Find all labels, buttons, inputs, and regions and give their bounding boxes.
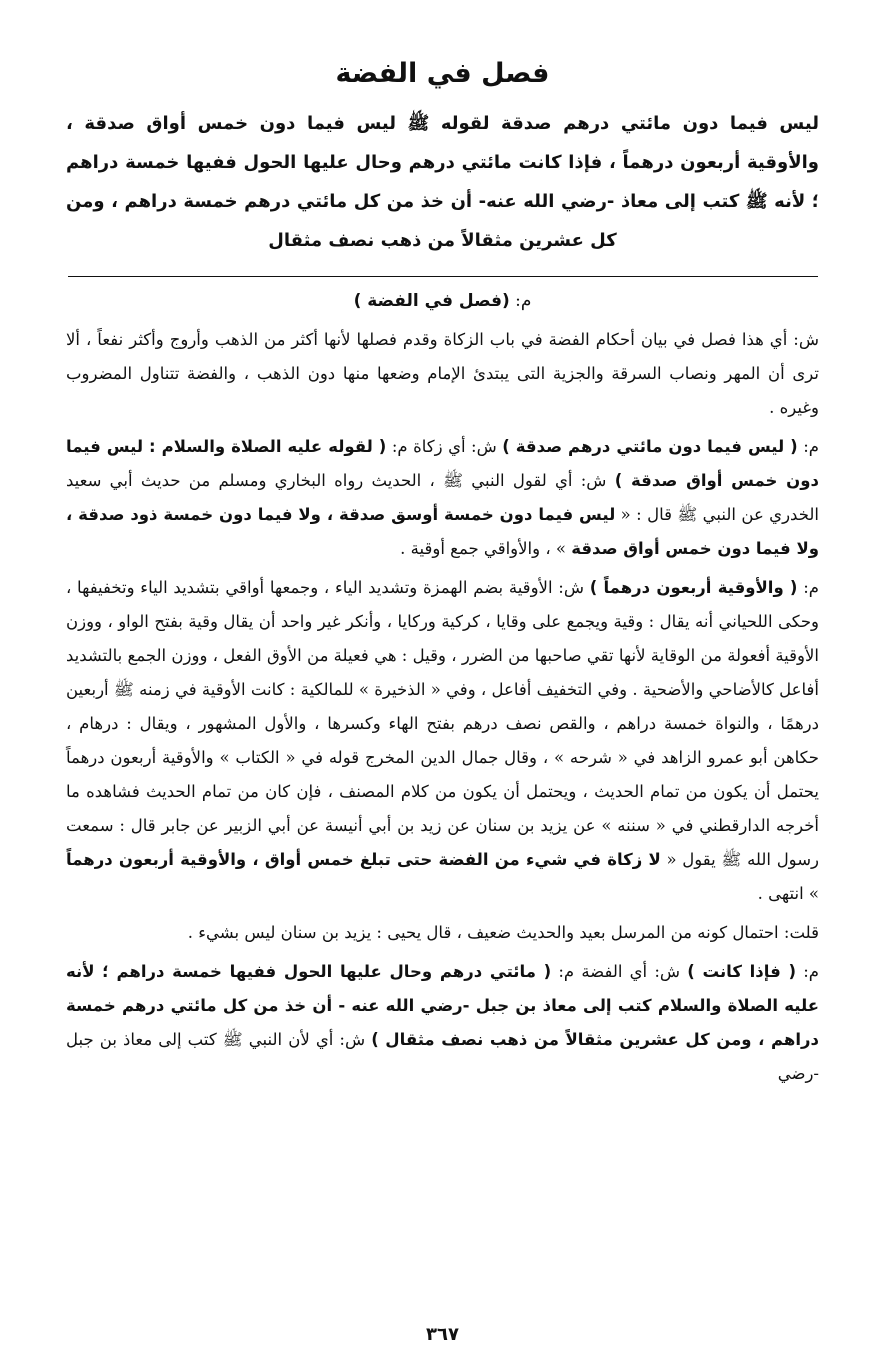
commentary-paragraph <box>66 955 819 1091</box>
commentary-paragraph <box>66 916 819 950</box>
quoted-text: ( والأوقية أربعون درهماً ) <box>589 578 798 597</box>
quoted-text: ( فإذا كانت ) <box>687 962 797 981</box>
commentary-text: » انتهى . <box>757 884 819 903</box>
quoted-text: ليس فيما دون خمسة أوسق صدقة ، ولا فيما دون خمسة ذود صدقة ، ولا فيما دون خمس أواق صدقة <box>66 505 819 558</box>
commentary-text: ش: أي لقول النبي ﷺ ، الحديث رواه البخاري ومسلم من حديث أبي سعيد الخدري عن النبي ﷺ قال : « <box>66 471 819 524</box>
commentary-text: ش: أي الفضة م: <box>551 962 688 981</box>
commentary-text: ش: أي هذا فصل في بيان أحكام الفضة في باب الزكاة وقدم فصلها لأنها أكثر من الذهب وأروج وأكثر نفعاً ، ألا ترى أن المهر ونصاب السرقة والجزية التى يبتدئ الإمام وضعها منها دون الذهب ، والفضة تتناول المضروب وغيره . <box>66 330 819 417</box>
commentary-heading-prefix: م: <box>515 291 532 311</box>
commentary-text: ش: أي لأن النبي ﷺ كتب إلى معاذ بن جبل -رضي <box>66 1030 819 1083</box>
quoted-text: لا زكاة في شيء من الفضة حتى تبلغ خمس أواق ، والأوقية أربعون درهماً <box>66 850 661 869</box>
commentary-text: م: <box>797 437 819 456</box>
commentary-text: ش: الأوقية بضم الهمزة وتشديد الياء ، وجمعها أواقي بتشديد الياء وتخفيفها ، وحكى اللحياني أنه يقال : وقية ويجمع على وقايا ، كركية وركايا ، وأنكر غير واحد أن يقال وقية بفتح الواو ، ووزن الأوقية أفعولة من الوقاية لأنها تقي صاحبها من الضرر ، وقيل : هي فعيلة من الأوق الفعل ، ووزن الجمع بالتشديد أفاعل كالأضاحي والأضحية . وفي التخفيف أفاعل ، وفي « الذخيرة » للمالكية : كانت الأوقية في زمنه ﷺ أربعين درهمًا ، والنواة خمسة دراهم ، والقص نصف درهم بفتح الهاء وكسرها ، والأول المشهور ، ويقال : درهام ، حكاهن أبو عمرو الزاهد في « شرحه » ، وقال جمال الدين المخرج قوله في « الكتاب » والأوقية أربعون درهماً يحتمل أن يكون من تمام الحديث ، ويحتمل أن يكون من كلام المصنف ، فإن كان من تمام الحديث فشاهده ما أخرجه الدارقطني في « سننه » عن يزيد بن سنان عن زيد بن أبي أنيسة عن أبي الزبير عن جابر قال : سمعت رسول الله ﷺ يقول « <box>66 578 819 869</box>
commentary-paragraph <box>66 430 819 566</box>
quoted-text: ( ليس فيما دون مائتي درهم صدقة ) <box>502 437 798 456</box>
commentary-text: م: <box>796 962 819 981</box>
commentary-text: م: <box>797 578 819 597</box>
commentary-paragraph <box>66 571 819 911</box>
main-text-matn: ليس فيما دون مائتي درهم صدقة لقوله ﷺ ليس فيما دون خمس أواق صدقة ، والأوقية أربعون درهماً ، فإذا كانت مائتي درهم وحال عليها الحول ففيها خمسة دراهم ؛ لأنه ﷺ كتب إلى معاذ -رضي الله عنه- أن خذ من كل مائتي درهم خمسة دراهم ، ومن كل عشرين مثقالاً من ذهب نصف مثقال <box>66 113 819 251</box>
commentary-text: » ، والأواقي جمع أوقية . <box>400 539 572 558</box>
commentary-paragraph <box>66 323 819 425</box>
commentary-heading <box>66 285 819 317</box>
quoted-text: ( مائتي درهم وحال عليها الحول ففيها خمسة دراهم ؛ لأنه عليه الصلاة والسلام كتب إلى معاذ بن جبل -رضي الله عنه - أن خذ من كل مائتي درهم خمسة دراهم ، ومن كل عشرين مثقالاً من ذهب نصف مثقال ) <box>66 962 819 1049</box>
commentary-heading-text: (فصل في الفضة ) <box>353 291 510 311</box>
chapter-title: فصل في الفضة <box>335 58 550 89</box>
commentary-text: ش: أي زكاة م: <box>386 437 503 456</box>
page-number: ٣٦٧ <box>426 1324 459 1345</box>
commentary-text: قلت: احتمال كونه من المرسل بعيد والحديث ضعيف ، قال يحيى : يزيد بن سنان ليس بشيء . <box>187 923 819 942</box>
text-divider <box>68 276 818 277</box>
commentary-body <box>66 323 819 1091</box>
quoted-text: ( لقوله عليه الصلاة والسلام : ليس فيما دون خمس أواق صدقة ) <box>66 437 819 490</box>
